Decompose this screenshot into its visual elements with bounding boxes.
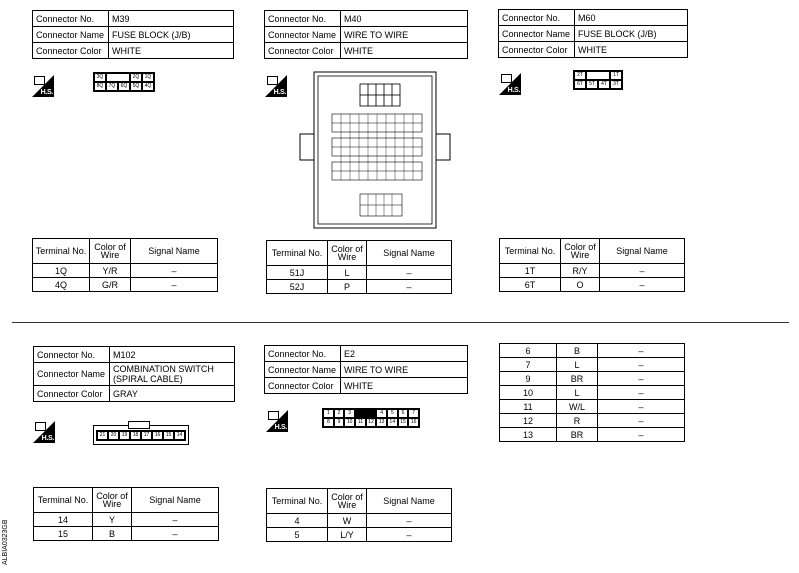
pin: 13: [376, 418, 387, 427]
pin: 17: [141, 431, 152, 440]
pin: 2T: [574, 71, 586, 80]
e2-connector-face: [322, 408, 420, 428]
connector-color: WHITE: [575, 42, 688, 58]
pin: 14: [387, 418, 398, 427]
color-header: Color of Wire: [328, 241, 367, 266]
pin: 2Q: [130, 73, 142, 82]
color-header: Color of Wire: [561, 239, 600, 264]
table-row: 5 L/Y –: [267, 528, 452, 542]
pin: 10: [344, 418, 355, 427]
terminal-header: Terminal No.: [267, 241, 328, 266]
table-row: 1Q Y/R –: [33, 264, 218, 278]
signal-header: Signal Name: [132, 488, 219, 513]
pin: 11: [355, 418, 366, 427]
table-row: 11 W/L –: [500, 400, 685, 414]
pin: 18: [130, 431, 141, 440]
connector-color: WHITE: [341, 378, 468, 394]
table-row: 1T R/Y –: [500, 264, 685, 278]
table-row: 14 Y –: [34, 513, 219, 527]
connector-no-label: Connector No.: [34, 347, 110, 363]
pin: 1Q: [142, 73, 154, 82]
connector-color-label: Connector Color: [33, 43, 109, 59]
table-row: 12 R –: [500, 414, 685, 428]
table-row: 6 B –: [500, 344, 685, 358]
terminal-header: Terminal No.: [34, 488, 93, 513]
connector-name-label: Connector Name: [33, 27, 109, 43]
connector-color-label: Connector Color: [34, 386, 110, 402]
table-row: 13 BR –: [500, 428, 685, 442]
pin: 16: [152, 431, 163, 440]
m40-connector-face: [290, 70, 460, 232]
connector-name-label: Connector Name: [499, 26, 575, 42]
table-row: 6T O –: [500, 278, 685, 292]
pin: 8: [323, 418, 334, 427]
connector-color-label: Connector Color: [265, 43, 341, 59]
terminal-header: Terminal No.: [33, 239, 90, 264]
latch: [106, 73, 130, 82]
pin: 5: [387, 409, 398, 418]
table-row: 9 BR –: [500, 372, 685, 386]
connector-name: WIRE TO WIRE: [341, 27, 468, 43]
m60-connector-info: [498, 9, 688, 58]
pin: 15: [163, 431, 174, 440]
pin: 5T: [586, 80, 598, 89]
m40-connector-info: [264, 10, 468, 59]
hs-icon: H.S.: [499, 73, 521, 95]
pin: 9: [334, 418, 345, 427]
connector-name-label: Connector Name: [265, 27, 341, 43]
table-row: 15 B –: [34, 527, 219, 541]
table-row: 52J P –: [267, 280, 452, 294]
m39-connector-info: [32, 10, 234, 59]
connector-no-label: Connector No.: [33, 11, 109, 27]
m40-terminal-table: [266, 240, 452, 294]
table-row: 51J L –: [267, 266, 452, 280]
pin: 15: [398, 418, 409, 427]
pin: 1T: [610, 71, 622, 80]
e2-terminal-table-continued: [499, 343, 685, 442]
connector-name-label: Connector Name: [34, 363, 110, 386]
signal-header: Signal Name: [600, 239, 685, 264]
table-row: 4Q G/R –: [33, 278, 218, 292]
color-header: Color of Wire: [90, 239, 131, 264]
hs-icon: H.S.: [33, 421, 55, 443]
connector-color-label: Connector Color: [499, 42, 575, 58]
connector-no: M60: [575, 10, 688, 26]
pin: 20: [108, 431, 119, 440]
connector-no: M40: [341, 11, 468, 27]
m60-terminal-table: [499, 238, 685, 292]
pin: 4: [376, 409, 387, 418]
pin: 3: [344, 409, 355, 418]
color-header: Color of Wire: [93, 488, 132, 513]
terminal-header: Terminal No.: [267, 489, 328, 514]
pin: 14: [174, 431, 185, 440]
m102-pin-row: [96, 430, 186, 441]
signal-header: Signal Name: [367, 489, 452, 514]
pin: 6T: [574, 80, 586, 89]
pin: 21: [97, 431, 108, 440]
pin: 7: [408, 409, 419, 418]
connector-color: WHITE: [109, 43, 234, 59]
hs-icon: H.S.: [266, 410, 288, 432]
connector-color: GRAY: [110, 386, 235, 402]
m102-connector-face: [93, 425, 189, 445]
connector-name: FUSE BLOCK (J/B): [575, 26, 688, 42]
connector-no-label: Connector No.: [265, 11, 341, 27]
latch: [586, 71, 610, 80]
terminal-header: Terminal No.: [500, 239, 561, 264]
m39-terminal-table: [32, 238, 218, 292]
figure-id: ALBIA0323GB: [2, 519, 9, 565]
pin: 7Q: [106, 82, 118, 91]
pin: 12: [366, 418, 377, 427]
m102-connector-info: [33, 346, 235, 402]
pin: 6Q: [118, 82, 130, 91]
connector-name: WIRE TO WIRE: [341, 362, 468, 378]
e2-terminal-table: [266, 488, 452, 542]
m39-connector-face: [93, 72, 155, 92]
pin: 5Q: [130, 82, 142, 91]
pin: 8Q: [94, 82, 106, 91]
pin: 16: [408, 418, 419, 427]
latch: [355, 409, 376, 418]
pin: 2: [334, 409, 345, 418]
table-row: 10 L –: [500, 386, 685, 400]
connector-name-label: Connector Name: [265, 362, 341, 378]
connector-name: COMBINATION SWITCH (SPIRAL CABLE): [110, 363, 235, 386]
pin: 3Q: [94, 73, 106, 82]
connector-color-label: Connector Color: [265, 378, 341, 394]
pin: 3T: [610, 80, 622, 89]
pin: 6: [398, 409, 409, 418]
hs-icon: H.S.: [32, 75, 54, 97]
connector-no: M39: [109, 11, 234, 27]
color-header: Color of Wire: [328, 489, 367, 514]
pin: 4Q: [142, 82, 154, 91]
m60-connector-face: [573, 70, 623, 90]
m102-terminal-table: [33, 487, 219, 541]
signal-header: Signal Name: [367, 241, 452, 266]
pin: 4T: [598, 80, 610, 89]
connector-no-label: Connector No.: [265, 346, 341, 362]
section-divider: [12, 322, 789, 323]
table-row: 7 L –: [500, 358, 685, 372]
pin: 1: [323, 409, 334, 418]
table-row: 4 W –: [267, 514, 452, 528]
signal-header: Signal Name: [131, 239, 218, 264]
connector-no: E2: [341, 346, 468, 362]
connector-no-label: Connector No.: [499, 10, 575, 26]
pin: 19: [119, 431, 130, 440]
connector-name: FUSE BLOCK (J/B): [109, 27, 234, 43]
latch: [128, 421, 150, 429]
connector-no: M102: [110, 347, 235, 363]
connector-color: WHITE: [341, 43, 468, 59]
hs-icon: H.S.: [265, 75, 287, 97]
e2-connector-info: [264, 345, 468, 394]
